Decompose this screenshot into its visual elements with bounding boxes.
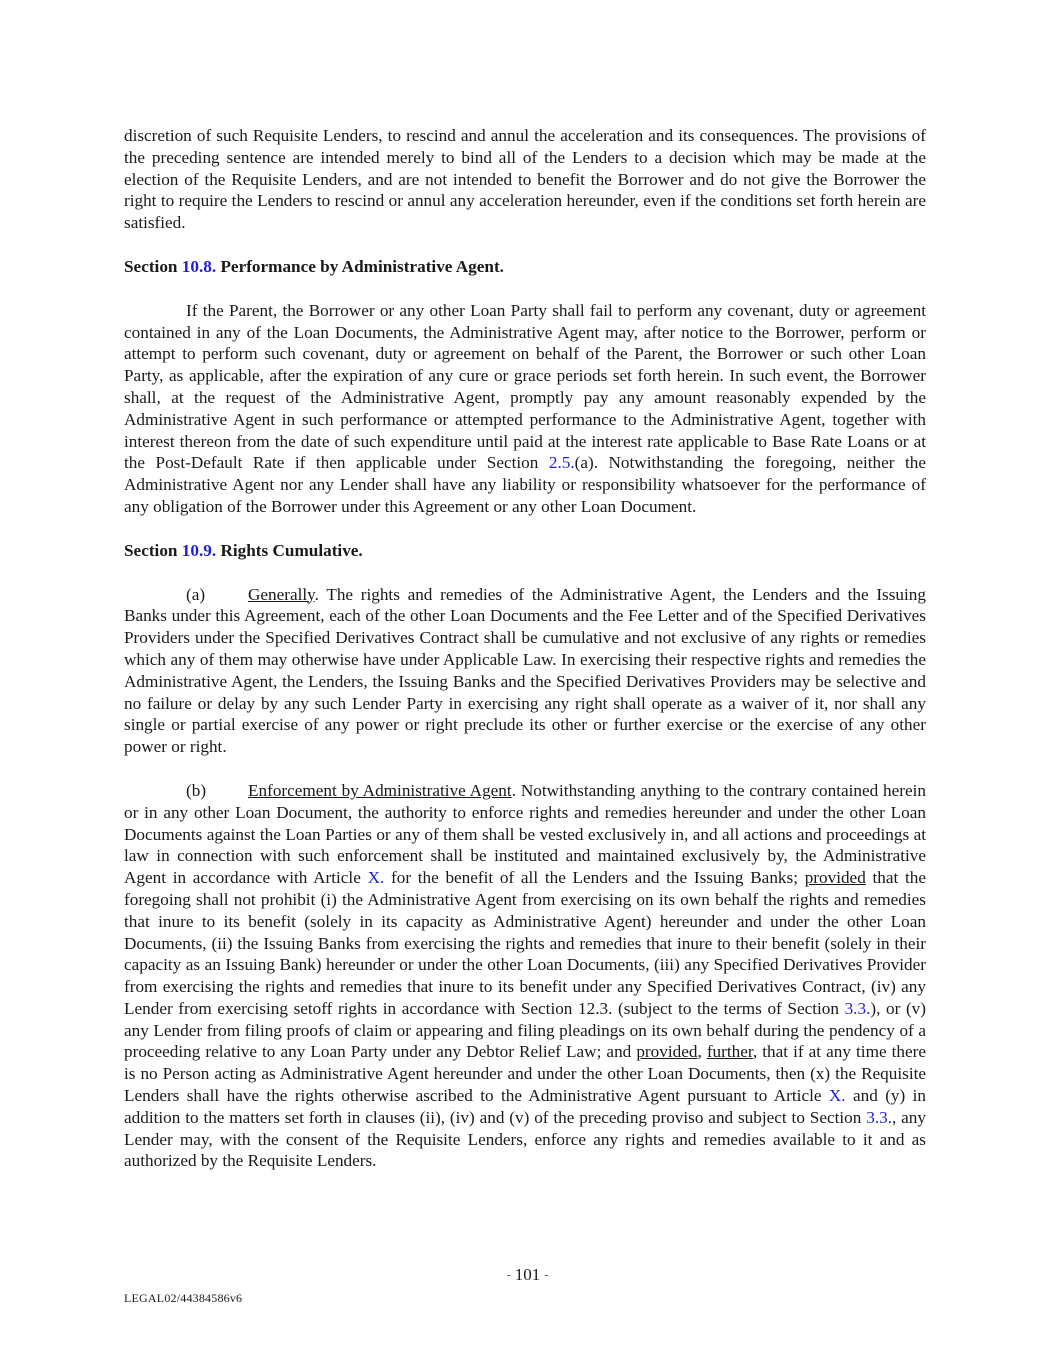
item-b-paragraph [124, 780, 926, 1172]
page-dash-right: - [544, 1269, 549, 1281]
section-10-9-title: Rights Cumulative. [220, 540, 363, 560]
document-page [124, 125, 926, 1172]
item-b-text-5: , that if at any time there is no Person acting as Administrative Agent hereunder and under the other Loan Documents, then (x) the Requisite Lenders shall have the rights otherwise ascribed to the Administrative Agent pursuant to Article [124, 1042, 927, 1106]
article-x-link[interactable]: X. [367, 868, 385, 888]
section-10-8-heading [124, 256, 926, 278]
item-b-text-3: that the foregoing shall not prohibit (i) the Administrative Agent from exercising on its own behalf the rights and remedies that inure to its benefit (solely in its capacity as Administrative Agent) hereunder and under the other Loan Documents, (ii) the Issuing Banks from exercising the rights and remedies that inure to their benefit (solely in their capacity as an Issuing Bank) hereunder or under the other Loan Documents, (iii) any Specified Derivatives Provider from exercising the rights and remedies that inure to its benefit under any Specified Derivatives Contract, (iv) any Lender from exercising setoff rights in accordance with Section 12.3. (subject to the terms of Section [124, 868, 926, 1018]
item-b-text-1: . Notwithstanding anything to the contrary contained herein or in any other Loan Document, the authority to enforce rights and remedies hereunder and under the other Loan Documents against the Loan Parties or any of them shall be vested exclusively in, and all actions and proceedings at law in connection with such enforcement shall be instituted and maintained exclusively by, the Administrative Agent in accordance with Article [124, 780, 926, 888]
comma-separator: , [697, 1042, 707, 1062]
page-dash-left: - [506, 1269, 511, 1281]
document-id: LEGAL02/44384586v6 [124, 1291, 243, 1305]
section-10-8-body-text: If the Parent, the Borrower or any other Loan Party shall fail to perform any covenant, duty or agreement contained in any of the Loan Documents, the Administrative Agent may, after notice to the Borrower, perform or attempt to perform such covenant, duty or agreement on behalf of the Parent, the Borrower or such other Loan Party, as applicable, after the expiration of any cure or grace periods set forth herein. In such event, the Borrower shall, at the request of the Administrative Agent, promptly pay any amount reasonably expended by the Administrative Agent in such performance or attempted performance to the Administrative Agent, together with interest thereon from the date of such expenditure until paid at the interest rate applicable to Base Rate Loans or at the Post-Default Rate if then applicable under Section [124, 300, 926, 473]
further-term: further [706, 1042, 753, 1062]
item-a-text: . The rights and remedies of the Administrative Agent, the Lenders and the Issuing Banks under this Agreement, each of the other Loan Documents and the Fee Letter and of the Specified Derivatives Providers under the Specified Derivatives Contract shall be cumulative and not exclusive of any rights or remedies which any of them may otherwise have under Applicable Law. In exercising their respective rights and remedies the Administrative Agent, the Lenders, the Issuing Banks and the Specified Derivatives Providers may be selective and no failure or delay by any such Lender Party in exercising any right shall operate as a waiver of it, nor shall any single or partial exercise of any power or right preclude its other or further exercise or the exercise of any other power or right. [124, 584, 926, 757]
section-10-8-body-text-end: (a). Notwithstanding the foregoing, neither the Administrative Agent nor any Lender shall have any liability or responsibility whatsoever for the performance of any obligation of the Borrower under this Agreement or any other Loan Document. [124, 453, 926, 516]
section-10-8-body [124, 300, 926, 518]
page-number [0, 1264, 1055, 1287]
item-b-text-7: , any Lender may, with the consent of the Requisite Lenders, enforce any rights and remedies available to it and as authorized by the Requisite Lenders. [124, 1107, 926, 1171]
section-prefix: Section [124, 540, 178, 560]
section-10-8-title: Performance by Administrative Agent. [220, 256, 504, 276]
intro-paragraph: discretion of such Requisite Lenders, to rescind and annul the acceleration and its consequences. The provisions of the preceding sentence are intended merely to bind all of the Lenders to a decision which may be made at the election of the Requisite Lenders, and are not intended to benefit the Borrower and do not give the Borrower the right to require the Lenders to rescind or annul any acceleration hereunder, even if the conditions set forth herein are satisfied. [124, 126, 926, 233]
provided-term: provided [804, 868, 866, 888]
section-10-9-heading [124, 540, 926, 562]
section-10-8-link[interactable]: 10.8. [181, 256, 217, 276]
item-b-text-2: for the benefit of all the Lenders and the Issuing Banks; [384, 868, 805, 888]
section-prefix: Section [124, 256, 178, 276]
item-b-label: (b) [186, 780, 207, 800]
section-10-9-link[interactable]: 10.9. [181, 540, 217, 560]
article-x-link-2[interactable]: X. [828, 1086, 846, 1106]
provided-term-2: provided [636, 1042, 698, 1062]
section-2-5-link[interactable]: 2.5. [548, 453, 575, 473]
item-a-label: (a) [186, 584, 206, 604]
item-a-paragraph [124, 584, 926, 758]
section-3-3-link-2[interactable]: 3.3. [866, 1107, 892, 1127]
item-b-text-4: ), or (v) any Lender from filing proofs of claim or appearing and filing pleadings on its own behalf during the pendency of a proceeding relative to any Loan Party under any Debtor Relief Law; and [124, 998, 926, 1062]
item-b-caption: Enforcement by Administrative Agent [248, 780, 512, 800]
section-3-3-link[interactable]: 3.3. [844, 998, 871, 1018]
item-a-caption: Generally [248, 584, 315, 604]
item-b-text-6: and (y) in addition to the matters set forth in clauses (ii), (iv) and (v) of the preceding proviso and subject to Section [124, 1086, 926, 1127]
page-number-value: 101 [514, 1265, 541, 1284]
